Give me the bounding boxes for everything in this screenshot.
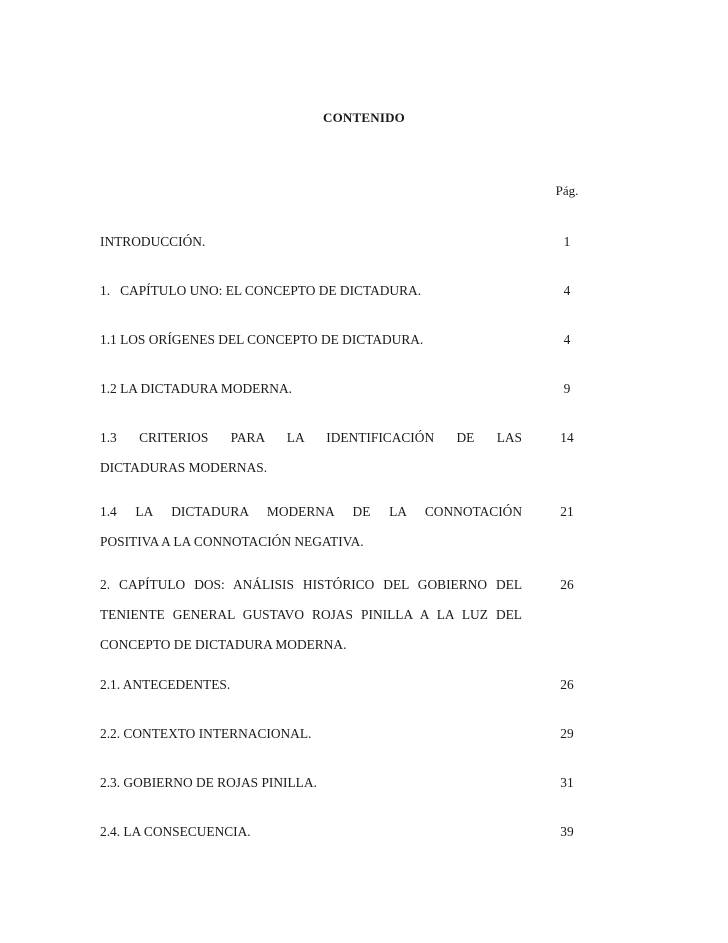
toc-entry-line: POSITIVA A LA CONNOTACIÓN NEGATIVA. [100, 534, 364, 549]
toc-entry-title: 1.2 LA DICTADURA MODERNA. [100, 381, 292, 396]
toc-entry-title: INTRODUCCIÓN. [100, 234, 206, 249]
toc-entry-title [100, 497, 522, 557]
toc-entry-line: 1.3 CRITERIOS PARA LA IDENTIFICACIÓN DE LAS [100, 430, 522, 445]
toc-entry-title: 2.4. LA CONSECUENCIA. [100, 824, 251, 839]
toc-entry-line: CONCEPTO DE DICTADURA MODERNA. [100, 637, 347, 652]
toc-entry-page: 21 [560, 504, 574, 519]
toc-entry-title: 2.1. ANTECEDENTES. [100, 677, 231, 692]
toc-entry-line: TENIENTE GENERAL GUSTAVO ROJAS PINILLA A LA LUZ DEL [100, 607, 522, 622]
toc-entry-page: 14 [560, 430, 574, 445]
toc-entry-title: 2.2. CONTEXTO INTERNACIONAL. [100, 726, 312, 741]
toc-entry-page: 9 [563, 381, 571, 396]
toc-entry-page: 4 [563, 332, 571, 347]
toc-entry-line: 1.4 LA DICTADURA MODERNA DE LA CONNOTACIÓN [100, 504, 522, 519]
page-title: CONTENIDO [323, 110, 405, 125]
toc-entry-page: 31 [560, 775, 574, 790]
toc-entry-line: 2. CAPÍTULO DOS: ANÁLISIS HISTÓRICO DEL GOBIERNO DEL [100, 577, 522, 592]
page-column-header: Pág. [555, 183, 579, 198]
toc-entry-title: 1.1 LOS ORÍGENES DEL CONCEPTO DE DICTADURA. [100, 332, 424, 347]
toc-entry-title [100, 423, 522, 483]
toc-entry-page: 26 [560, 577, 574, 592]
toc-entry-page: 39 [560, 824, 574, 839]
toc-entry-page: 26 [560, 677, 574, 692]
toc-entry-line: DICTADURAS MODERNAS. [100, 460, 268, 475]
toc-entry-title: 1. CAPÍTULO UNO: EL CONCEPTO DE DICTADURA. [100, 283, 422, 298]
toc-entry-title [100, 570, 522, 660]
toc-entry-title: 2.3. GOBIERNO DE ROJAS PINILLA. [100, 775, 317, 790]
toc-entry-page: 29 [560, 726, 574, 741]
toc-entry-page: 4 [563, 283, 571, 298]
toc-entry-page: 1 [563, 234, 571, 249]
